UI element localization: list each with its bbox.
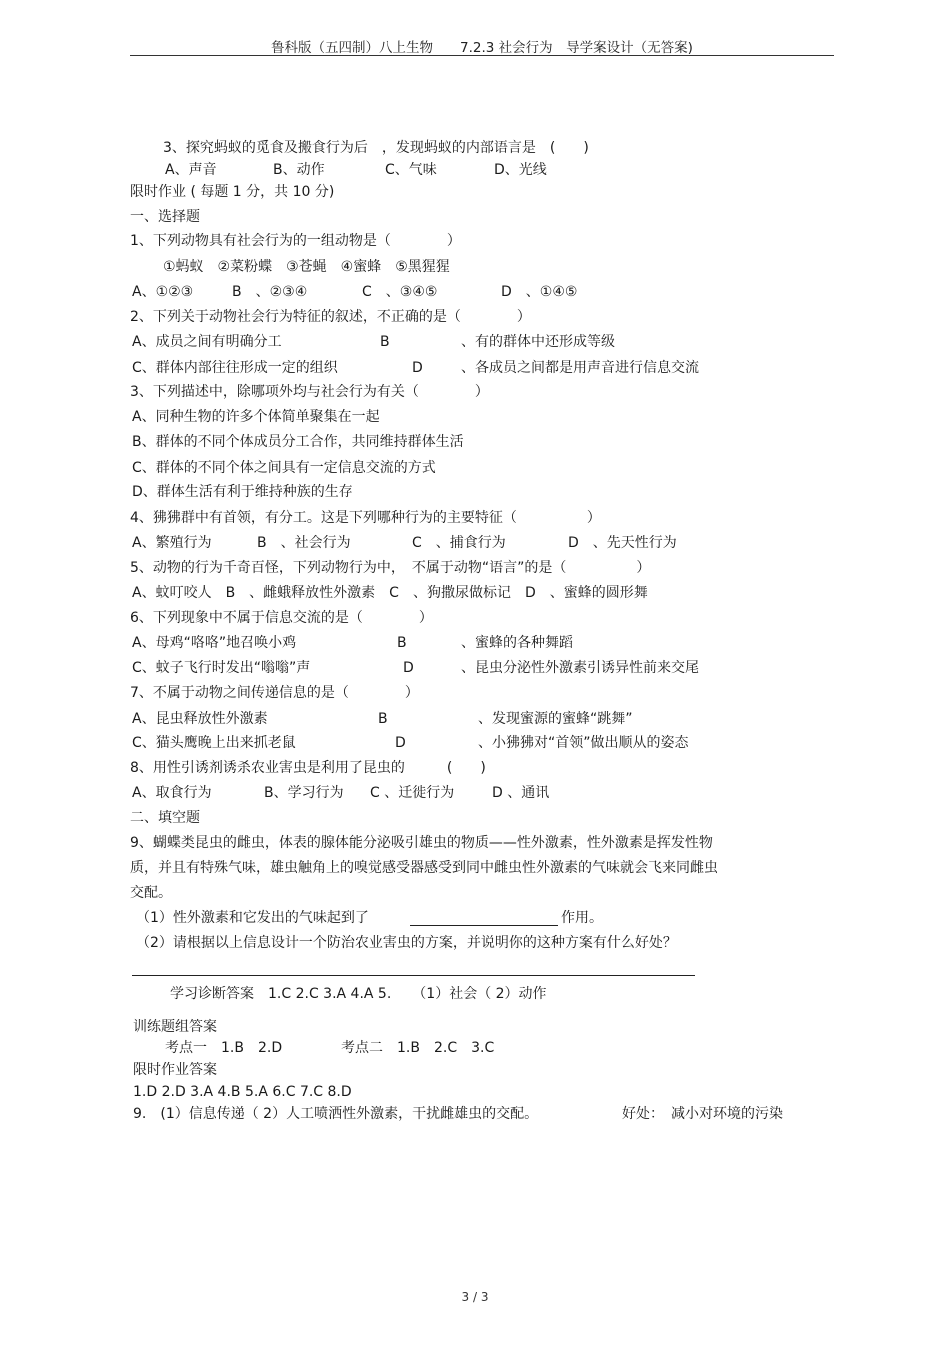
text-q3-d-0: D、群体生活有利于维持种族的生存 bbox=[132, 484, 353, 500]
answer-line bbox=[132, 975, 695, 976]
text-q8-options-2: C 、迁徙行为 bbox=[370, 785, 455, 801]
text-ans-hw-0: 1.D 2.D 3.A 4.B 5.A 6.C 7.C 8.D bbox=[133, 1084, 352, 1100]
text-q6-ab-2: 、蜜蜂的各种舞蹈 bbox=[461, 635, 573, 651]
header-title: 鲁科版（五四制）八上生物 7.2.3 社会行为 导学案设计（无答案) bbox=[271, 40, 693, 56]
text-q8-options-1: B、学习行为 bbox=[264, 785, 344, 801]
fill-in-blank-line bbox=[410, 925, 558, 926]
text-sec1-0: 一、选择题 bbox=[130, 209, 200, 225]
text-q2-ab-0: A、成员之间有明确分工 bbox=[132, 334, 282, 350]
text-q1-items-0: ①蚂蚁 ②菜粉蝶 ③苍蝇 ④蜜蜂 ⑤黑猩猩 bbox=[163, 259, 450, 275]
text-ans-hw-title-0: 限时作业答案 bbox=[133, 1062, 217, 1078]
text-q4-options-3: D 、先天性行为 bbox=[568, 535, 677, 551]
text-q8-0: 8、用性引诱剂诱杀农业害虫是利用了昆虫的 ( ) bbox=[130, 760, 486, 776]
text-q9-1-0: （1）性外激素和它发出的气味起到了 bbox=[136, 910, 369, 926]
text-q3-a-0: A、同种生物的许多个体简单聚集在一起 bbox=[132, 409, 380, 425]
text-q4-options-2: C 、捕食行为 bbox=[412, 535, 506, 551]
text-ans-train-1: 考点二 1.B 2.C 3.C bbox=[341, 1040, 495, 1056]
text-q4-options-0: A、繁殖行为 bbox=[132, 535, 212, 551]
text-ans-9-1: 好处： 减小对环境的污染 bbox=[622, 1106, 783, 1122]
text-q2-ab-1: B bbox=[380, 334, 390, 350]
page-number: 3 / 3 bbox=[461, 1290, 489, 1304]
text-q2-ab-2: 、有的群体中还形成等级 bbox=[461, 334, 615, 350]
text-q7-ab-1: B bbox=[378, 711, 388, 727]
text-q7-cd-1: D bbox=[395, 735, 406, 751]
text-q3-intro-0: 3、探究蚂蚁的觅食及搬食行为后 ，发现蚂蚁的内部语言是 ( ) bbox=[163, 140, 589, 156]
text-ans-train-0: 考点一 1.B 2.D bbox=[165, 1040, 283, 1056]
text-q9-p2-0: 质，并且有特殊气味，雄虫触角上的嗅觉感受器感受到同中雌虫性外激素的气味就会飞来同雌虫 bbox=[130, 860, 718, 876]
text-q5-options-0: A、蚊叮咬人 B 、雌蛾释放性外激素 C 、狗撒尿做标记 D 、蜜蜂的圆形舞 bbox=[132, 585, 648, 601]
header-rule bbox=[130, 55, 834, 56]
text-q1-options-0: A、①②③ bbox=[132, 284, 194, 300]
text-q3-0: 3、下列描述中，除哪项外均与社会行为有关（ ） bbox=[130, 384, 489, 400]
text-q7-ab-2: 、发现蜜源的蜜蜂“跳舞” bbox=[478, 711, 633, 727]
text-q7-ab-0: A、昆虫释放性外激素 bbox=[132, 711, 268, 727]
text-q8-options-3: D 、通讯 bbox=[492, 785, 550, 801]
text-q2-0: 2、下列关于动物社会行为特征的叙述，不正确的是（ ） bbox=[130, 309, 531, 325]
text-q3-b-0: B、群体的不同个体成员分工合作，共同维持群体生活 bbox=[132, 434, 464, 450]
text-q2-cd-1: D bbox=[412, 360, 423, 376]
text-q3-options-3: D、光线 bbox=[494, 162, 547, 178]
text-q1-0: 1、下列动物具有社会行为的一组动物是（ ） bbox=[130, 233, 461, 249]
text-q6-cd-2: 、昆虫分泌性外激素引诱异性前来交尾 bbox=[461, 660, 699, 676]
text-q9-2-0: （2）请根据以上信息设计一个防治农业害虫的方案，并说明你的这种方案有什么好处？ bbox=[136, 935, 677, 951]
text-q6-cd-1: D bbox=[403, 660, 414, 676]
text-q7-cd-0: C、猫头鹰晚上出来抓老鼠 bbox=[132, 735, 296, 751]
text-q3-options-1: B、动作 bbox=[273, 162, 325, 178]
text-hw-title-0: 限时作业 ( 每题 1 分，共 10 分) bbox=[130, 184, 335, 200]
text-q6-cd-0: C、蚊子飞行时发出“嗡嗡”声 bbox=[132, 660, 311, 676]
text-sec2-0: 二、填空题 bbox=[130, 810, 200, 826]
text-q1-options-2: C 、③④⑤ bbox=[362, 284, 438, 300]
text-ans-9-0: 9. (1）信息传递（ 2）人工喷洒性外激素，干扰雌雄虫的交配。 bbox=[133, 1106, 539, 1122]
text-q9-p1-0: 9、蝴蝶类昆虫的雌虫，体表的腺体能分泌吸引雄虫的物质——性外激素，性外激素是挥发性物 bbox=[130, 835, 713, 851]
text-q8-options-0: A、取食行为 bbox=[132, 785, 212, 801]
text-q3-c-0: C、群体的不同个体之间具有一定信息交流的方式 bbox=[132, 460, 436, 476]
text-q7-0: 7、不属于动物之间传递信息的是（ ） bbox=[130, 685, 419, 701]
text-q1-options-3: D 、①④⑤ bbox=[501, 284, 578, 300]
text-q7-cd-2: 、小狒狒对“首领”做出顺从的姿态 bbox=[478, 735, 689, 751]
text-q9-1-1: 作用。 bbox=[561, 910, 603, 926]
text-ans-diag-0: 学习诊断答案 1.C 2.C 3.A 4.A 5. （1）社会（ 2）动作 bbox=[170, 986, 547, 1002]
text-q9-p3-0: 交配。 bbox=[130, 885, 172, 901]
text-q6-0: 6、下列现象中不属于信息交流的是（ ） bbox=[130, 610, 433, 626]
text-q2-cd-0: C、群体内部往往形成一定的组织 bbox=[132, 360, 338, 376]
text-q3-options-0: A、声音 bbox=[165, 162, 217, 178]
text-q6-ab-1: B bbox=[397, 635, 407, 651]
text-q1-options-1: B 、②③④ bbox=[232, 284, 308, 300]
text-ans-train-title-0: 训练题组答案 bbox=[133, 1019, 217, 1035]
text-q6-ab-0: A、母鸡“咯咯”地召唤小鸡 bbox=[132, 635, 297, 651]
text-q4-0: 4、狒狒群中有首领，有分工。这是下列哪种行为的主要特征（ ） bbox=[130, 510, 601, 526]
text-q5-0: 5、动物的行为千奇百怪，下列动物行为中， 不属于动物“语言”的是（ ） bbox=[130, 560, 651, 576]
text-q3-options-2: C、气味 bbox=[385, 162, 437, 178]
text-q4-options-1: B 、社会行为 bbox=[257, 535, 351, 551]
text-q2-cd-2: 、各成员之间都是用声音进行信息交流 bbox=[461, 360, 699, 376]
